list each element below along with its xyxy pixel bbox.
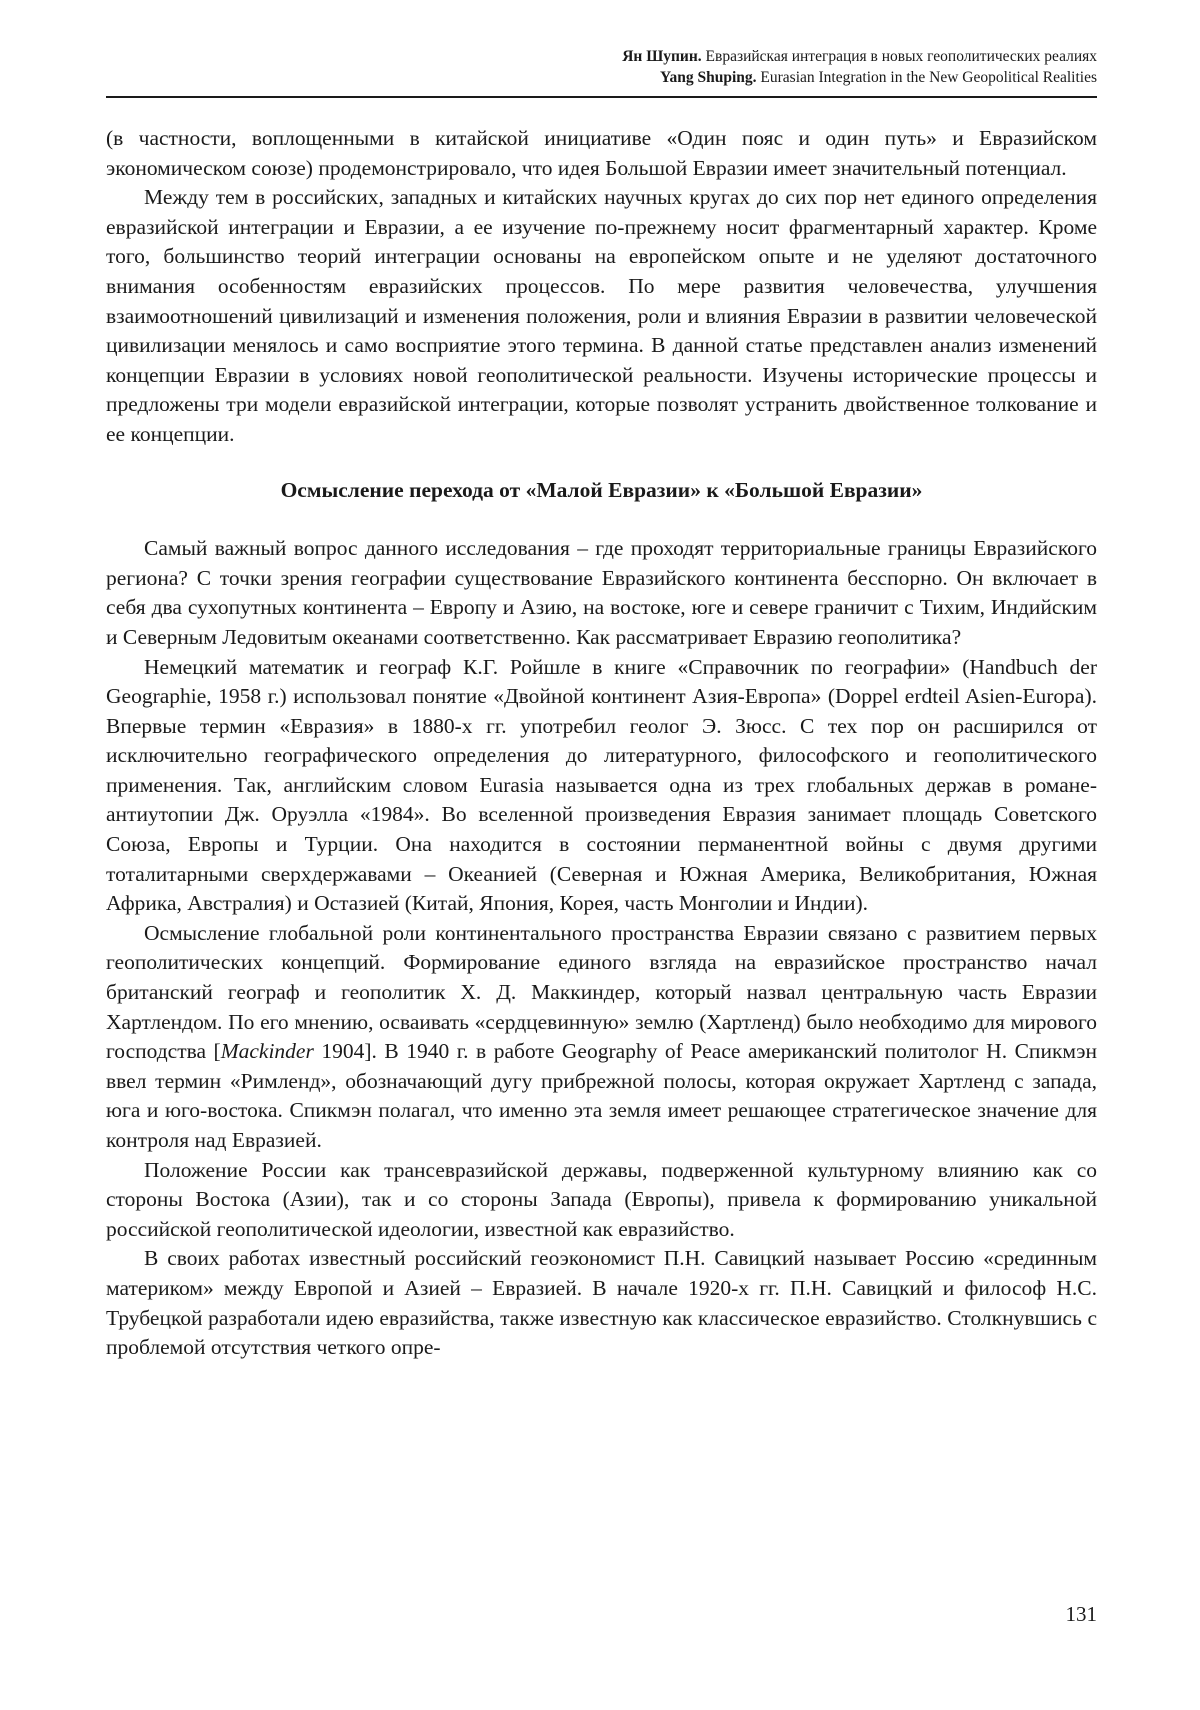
paragraph: (в частности, воплощенными в китайской инициативе «Один пояс и один путь» и Евразийском экономическом союзе) продемонстрировало, что идея Большой Евразии имеет значительный потенциал. <box>106 126 1097 180</box>
running-header <box>0 46 1097 88</box>
header-title-en: Eurasian Integration in the New Geopolitical Realities <box>760 69 1097 86</box>
text-run: 1904]. В 1940 г. в работе Geography of Peace американский политолог Н. Спикмэн ввел термин «Римленд», обозначающий дугу прибрежной полосы, которая окружает Хартленд с запада, юга и юго-востока. Спикмэн полагал, что именно эта земля имеет решающее стратегическое значение для контроля над Евразией. <box>106 1039 1097 1152</box>
header-divider <box>106 96 1097 98</box>
header-title-ru: Евразийская интеграция в новых геополитических реалиях <box>705 48 1097 65</box>
section-heading: Осмысление перехода от «Малой Евразии» к «Большой Евразии» <box>280 477 923 502</box>
article-body <box>106 124 1097 1363</box>
paragraph-mackinder <box>106 919 1097 1156</box>
page-number: 131 <box>1065 1602 1097 1626</box>
header-line-en <box>0 67 1097 88</box>
header-line-ru <box>0 46 1097 67</box>
header-author-ru: Ян Шупин. <box>622 48 702 65</box>
paragraph: В своих работах известный российский геоэкономист П.Н. Савицкий называет Россию «срединным материком» между Европой и Азией – Евразией. В начале 1920-х гг. П.Н. Савицкий и философ Н.С. Трубецкой разработали идею евразийства, также известную как классическое евразийство. Столкнувшись с проблемой отсутствия четкого опре- <box>106 1246 1097 1360</box>
paragraph: Между тем в российских, западных и китайских научных кругах до сих пор нет единого определения евразийской интеграции и Евразии, а ее изучение по-прежнему носит фрагментарный характер. Кроме того, большинство теорий интеграции основаны на европейском опыте и не уделяют достаточного внимания особенностям евразийских процессов. По мере развития человечества, улучшения взаимоотношений цивилизаций и изменения положения, роли и влияния Евразии в развитии человеческой цивилизации менялось и само восприятие этого термина. В данной статье представлен анализ изменений концепции Евразии в условиях новой геополитической реальности. Изучены исторические процессы и предложены три модели евразийской интеграции, которые позволят устранить двойственное толкование и ее концепции. <box>106 185 1097 446</box>
paragraph: Положение России как трансевразийской державы, подверженной культурному влиянию как со стороны Востока (Азии), так и со стороны Запада (Европы), привела к формированию уникальной российской геополитической идеологии, известной как евразийство. <box>106 1157 1097 1241</box>
citation-author: Mackinder <box>220 1039 314 1064</box>
header-author-en: Yang Shuping. <box>660 69 757 86</box>
paragraph: Немецкий математик и географ К.Г. Ройшле в книге «Справочник по географии» (Handbuch der Geographie, 1958 г.) использовал понятие «Двойной континент Азия-Европа» (Doppel erdteil Asien-Europa). Впервые термин «Евразия» в 1880-х гг. употребил геолог Э. Зюсс. С тех пор он расширился от исключительно географического определения до литературного, философского и геополитического применения. Так, английским словом Eurasia называется одна из трех глобальных держав в романе-антиутопии Дж. Оруэлла «1984». Во вселенной произведения Евразия занимает площадь Советского Союза, Европы и Турции. Она находится в состоянии перманентной войны с двумя другими тоталитарными сверхдержавами – Океанией (Северная и Южная Америка, Великобритания, Южная Африка, Австралия) и Остазией (Китай, Япония, Корея, часть Монголии и Индии). <box>106 654 1097 916</box>
paragraph: Самый важный вопрос данного исследования – где проходят территориальные границы Евразийского региона? С точки зрения географии существование Евразийского континента бесспорно. Он включает в себя два сухопутных континента – Европу и Азию, на востоке, юге и севере граничит с Тихим, Индийским и Северным Ледовитым океанами соответственно. Как рассматривает Евразию геополитика? <box>106 536 1097 649</box>
text-run: Осмысление глобальной роли континентального пространства Евразии связано с развитием первых геополитических концепций. Формирование единого взгляда на евразийское пространство начал британский географ и геополитик Х. Д. Маккиндер, который назвал центральную часть Евразии Хартлендом. По его мнению, осваивать «сердцевинную» землю (Хартленд) было необходимо для мирового господства [ <box>106 920 1097 1064</box>
